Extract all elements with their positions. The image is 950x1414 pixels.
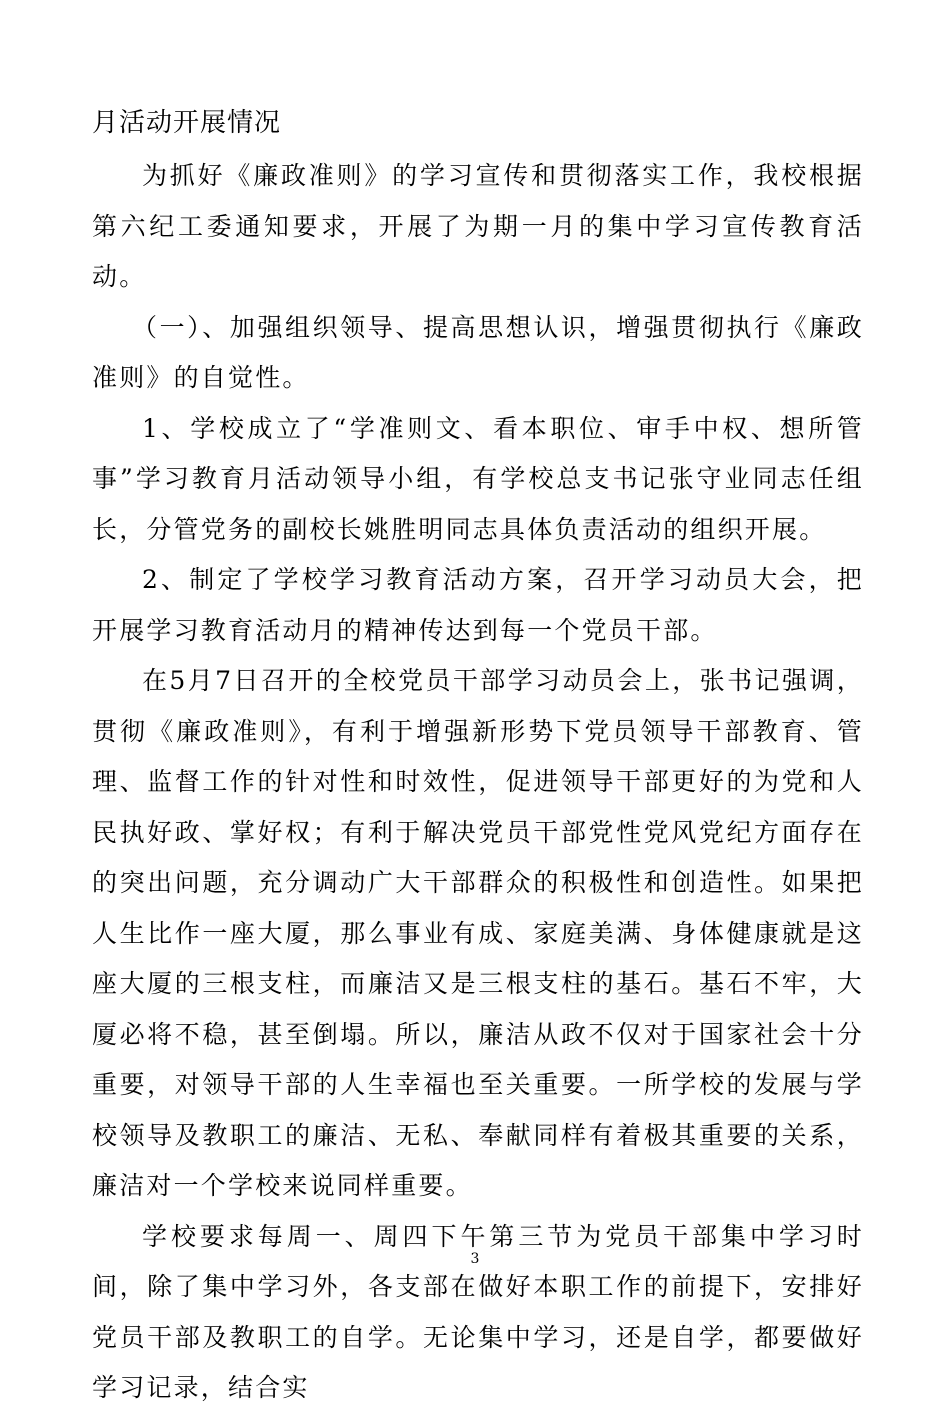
page-number: 3 xyxy=(470,1251,480,1267)
paragraph-study-schedule: 学校要求每周一、周四下午第三节为党员干部集中学习时间，除了集中学习外，各支部在做好本职工作的前提下，安排好党员干部及教职工的自学。无论集中学习，还是自学，都要做好学习记录，结合实 xyxy=(92,1221,864,1402)
paragraph-intro: 为抓好《廉政准则》的学习宣传和贯彻落实工作，我校根据第六纪工委通知要求，开展了为期一月的集中学习宣传教育活动。 xyxy=(92,161,864,291)
section-heading: 月活动开展情况 xyxy=(92,108,282,138)
document-body xyxy=(92,151,864,1414)
paragraph-item-two: 2、制定了学校学习教育活动方案，召开学习动员大会，把开展学习教育活动月的精神传达到每一个党员干部。 xyxy=(92,565,864,645)
paragraph-meeting: 在5月7日召开的全校党员干部学习动员会上，张书记强调，贯彻《廉政准则》，有利于增强新形势下党员领导干部教育、管理、监督工作的针对性和时效性，促进领导干部更好的为党和人民执好政、掌好权；有利于解决党员干部党性党风党纪方面存在的突出问题，充分调动广大干部群众的积极性和创造性。如果把人生比作一座大厦，那么事业有成、家庭美满、身体健康就是这座大厦的三根支柱，而廉洁又是三根支柱的基石。基石不牢，大厦必将不稳，甚至倒塌。所以，廉洁从政不仅对于国家社会十分重要，对领导干部的人生幸福也至关重要。一所学校的发展与学校领导及教职工的廉洁、无私、奉献同样有着极其重要的关系，廉洁对一个学校来说同样重要。 xyxy=(92,666,864,1200)
paragraph-item-one: 1、学校成立了“学准则文、看本职位、审手中权、想所管事”学习教育月活动领导小组，有学校总支书记张守业同志任组长，分管党务的副校长姚胜明同志具体负责活动的组织开展。 xyxy=(92,413,864,544)
paragraph-section-one: （一）、加强组织领导、提高思想认识，增强贯彻执行《廉政准则》的自觉性。 xyxy=(92,312,864,392)
